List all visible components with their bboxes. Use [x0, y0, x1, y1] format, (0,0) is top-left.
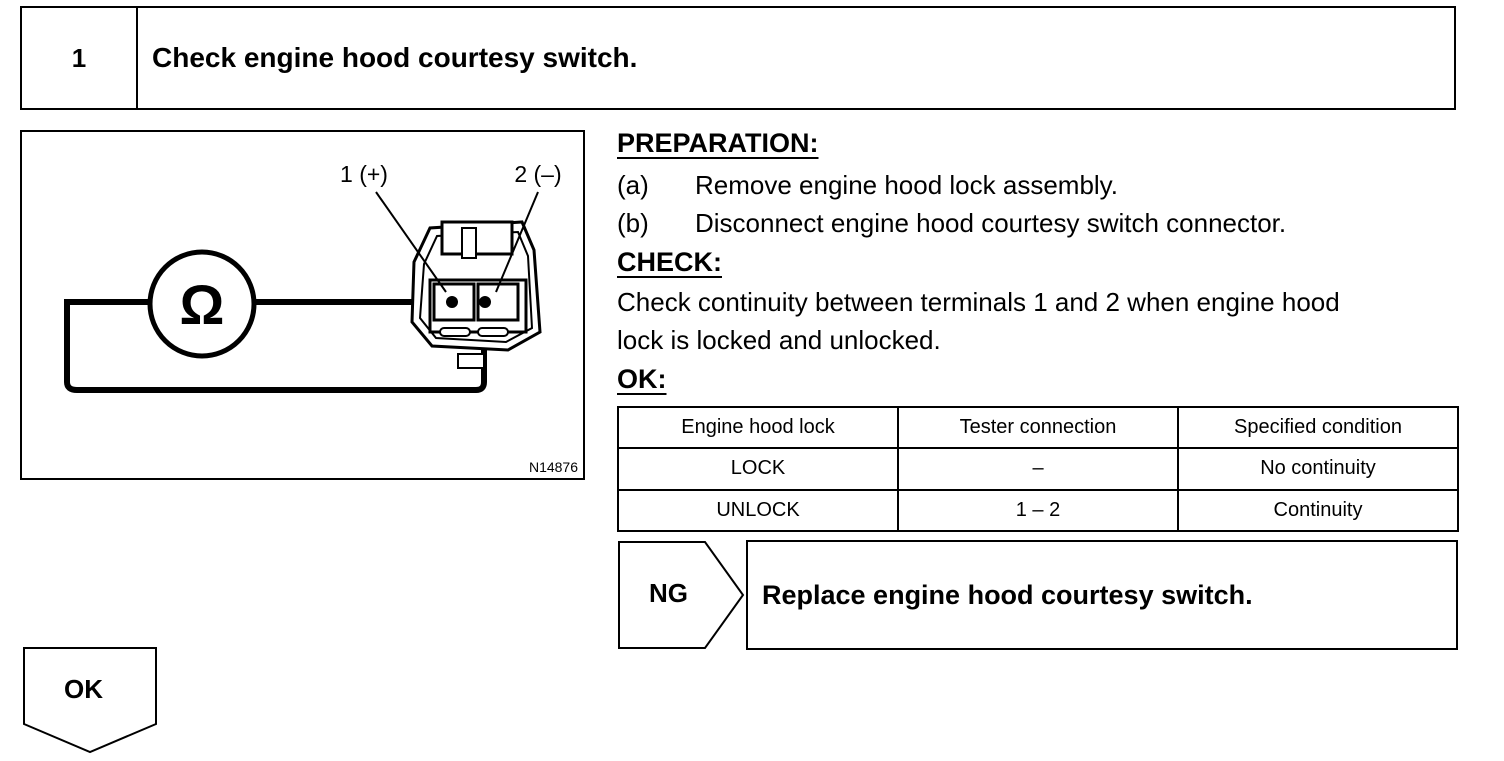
step-number: 1: [22, 8, 138, 108]
check-text-line-2: lock is locked and unlocked.: [617, 325, 941, 355]
ng-label: NG: [649, 578, 688, 608]
check-heading: CHECK:: [617, 247, 722, 277]
table-cell: Continuity: [1178, 490, 1458, 531]
table-header-row: [618, 407, 1458, 448]
step-title: Check engine hood courtesy switch.: [152, 42, 638, 73]
table-header: Specified condition: [1178, 407, 1458, 448]
figure-code: N14876: [528, 459, 578, 475]
table-cell: –: [898, 448, 1178, 489]
table-cell: UNLOCK: [618, 490, 898, 531]
check-text-line-1: Check continuity between terminals 1 and 2 when engine hood: [617, 287, 1340, 317]
preparation-step-b: [617, 208, 1286, 239]
table-header: Tester connection: [898, 407, 1178, 448]
table-header: Engine hood lock: [618, 407, 898, 448]
step-text: Disconnect engine hood courtesy switch connector.: [695, 208, 1287, 238]
table-cell: LOCK: [618, 448, 898, 489]
step-label: (a): [617, 170, 649, 200]
table-row: [618, 448, 1458, 489]
table-cell: 1 – 2: [898, 490, 1178, 531]
step-text: Remove engine hood lock assembly.: [695, 170, 1118, 200]
ok-label: OK: [64, 674, 103, 704]
table-cell: No continuity: [1178, 448, 1458, 489]
spec-table: [617, 406, 1459, 532]
preparation-step-a: [617, 170, 1118, 201]
ohm-symbol: Ω: [179, 273, 225, 336]
table-row: [618, 490, 1458, 531]
ng-action: Replace engine hood courtesy switch.: [746, 540, 1458, 650]
terminal-1-label: 1 (+): [340, 161, 388, 187]
ok-branch: [22, 646, 162, 756]
ok-heading: OK:: [617, 364, 667, 394]
preparation-heading: PREPARATION:: [617, 128, 819, 158]
step-label: (b): [617, 208, 649, 238]
ohmmeter-connection-diagram: [22, 132, 583, 478]
ng-branch: [617, 540, 747, 650]
step-header: [20, 6, 1456, 110]
connector-diagram: [20, 130, 585, 480]
terminal-2-label: 2 (–): [514, 161, 562, 187]
